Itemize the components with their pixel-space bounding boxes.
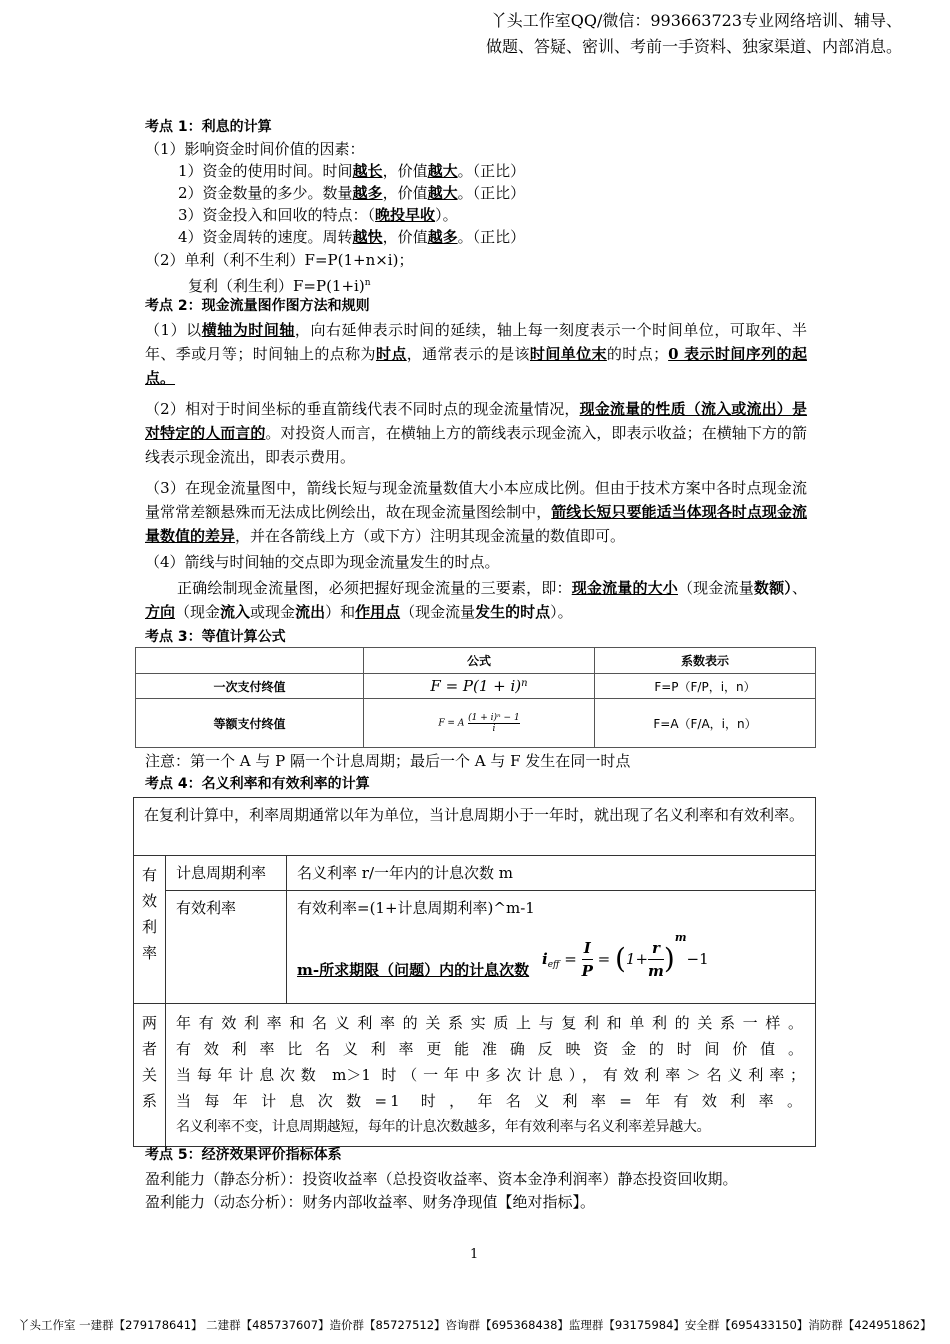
interest-rate-table (133, 797, 816, 1147)
k5-line-1: 盈利能力（静态分析）：投资收益率（总投资收益率、资本金净利润率）静态投资回收期。 (145, 1170, 738, 1188)
row-value (287, 891, 816, 1004)
k1-line-5: 4）资金周转的速度。周转越快，价值越多。（正比） (178, 228, 526, 246)
k2-para-3: （3）在现金流量图中，箭线长短与现金流量数值大小本应成比例。但由于技术方案中各时点现金流量常常差额悬殊而无法成比例绘出，故在现金流量图绘制中，箭线长短只要能适当体现各时点现金流量数值的差异，并在各箭线上方（或下方）注明其现金流量的数值即可。 (145, 479, 807, 545)
relation-line-4: 当每年计息次数=1 时，年名义利率=年有效利率。 (176, 1092, 805, 1110)
row-name: 一次支付终值 (136, 674, 364, 699)
table-row (134, 1004, 816, 1147)
header-coefficient: 系数表示 (595, 648, 816, 674)
k3-note: 注意：第一个 A 与 P 隔一个计息周期；最后一个 A 与 F 发生在同一时点 (145, 752, 631, 770)
k1-line-1: （1）影响资金时间价值的因素： (145, 140, 365, 158)
k2-para-5: 正确绘制现金流量图，必须把握好现金流量的三要素，即：现金流量的大小（现金流量数额）、方向（现金流入或现金流出）和作用点（现金流量发生的时点）。 (145, 579, 807, 621)
k1-line-3: 2）资金数量的多少。数量越多，价值越大。（正比） (178, 184, 526, 202)
k1-line-7: 复利（利生利）$F=P(1+i)^n$ (188, 277, 371, 295)
table-row (134, 856, 816, 891)
header-empty-cell (136, 648, 364, 674)
table-row (136, 674, 816, 699)
k1-line-6: （2）单利（利不生利）F=P(1+n×i)； (145, 251, 414, 269)
relation-line-1: 年有效利率和名义利率的关系实质上与复利和单利的关系一样。 (176, 1014, 805, 1032)
table-header-row (136, 648, 816, 674)
footer-groups: 丫头工作室 一建群【279178641】 二建群【485737607】造价群【85727512】咨询群【695368438】监理群【93175984】安全群【695433150】消防群【424951862】 (18, 1318, 932, 1332)
k1-line-4: 3）资金投入和回收的特点：（晚投早收）。 (178, 206, 458, 224)
effective-rate-definition: 有效利率=(1+计息周期利率)^m-1 (297, 899, 535, 917)
relation-line-3: 当每年计息次数 m＞1 时（一年中多次计息），有效利率＞名义利率； (176, 1066, 805, 1084)
relation-line-2: 有效利率比名义利率更能准确反映资金的时间价值。 (176, 1040, 805, 1058)
relation-line-5: 名义利率不变，计息周期越短，每年的计息次数越多，年有效利率与名义利率差异越大。 (176, 1119, 711, 1135)
row-coefficient: F=P（F/P，i，n） (595, 674, 816, 699)
k2-para-2: （2）相对于时间坐标的垂直箭线代表不同时点的现金流量情况，现金流量的性质（流入或流出）是对特定的人而言的。对投资人而言，在横轴上方的箭线表示现金流入，即表示收益；在横轴下方的箭线表示现金流出，即表示费用。 (145, 400, 807, 466)
effective-rate-formula: $i_{eff}$ = $\frac{I}{P}$ = (1+ $\frac{r}{m}$ )$^m$−1 (542, 931, 709, 980)
row-formula: $F = P(1 + i)^n$ (364, 674, 595, 699)
intro-cell: 在复利计算中，利率周期通常以年为单位，当计息周期小于一年时，就出现了名义利率和有效利率。 (134, 798, 816, 856)
row-label: 计息周期利率 (166, 856, 287, 891)
row-formula: F = A $\frac{\text{(1 + i)ⁿ − 1}}{i}$ (364, 699, 595, 748)
relation-cell (166, 1004, 816, 1147)
period-note: m-所求期限（问题）内的计息次数 (297, 961, 530, 979)
k2-para-1: （1）以横轴为时间轴，向右延伸表示时间的延续，轴上每一刻度表示一个时间单位，可取年、半年、季或月等；时间轴上的点称为时点，通常表示的是该时间单位末的时点；0 表示时间序列的起点。 (145, 321, 807, 387)
header-line-1: 丫头工作室QQ/微信：993663723专业网络培训、辅导、 (490, 11, 902, 30)
section-2-title: 考点 2：现金流量图作图方法和规则 (145, 298, 370, 314)
header-formula: 公式 (364, 648, 595, 674)
row-name: 等额支付终值 (136, 699, 364, 748)
page-number: 1 (470, 1247, 479, 1262)
table-row (134, 798, 816, 856)
table-row (136, 699, 816, 748)
k2-para-4: （4）箭线与时间轴的交点即为现金流量发生的时点。 (145, 553, 500, 571)
row-value: 名义利率 r/一年内的计息次数 m (287, 856, 816, 891)
section-3-title: 考点 3：等值计算公式 (145, 629, 286, 645)
table-row (134, 891, 816, 1004)
section-4-title: 考点 4：名义利率和有效利率的计算 (145, 776, 370, 792)
row-coefficient: F=A（F/A，i，n） (595, 699, 816, 748)
section-1-title: 考点 1：利息的计算 (145, 119, 272, 135)
header-line-2: 做题、答疑、密训、考前一手资料、独家渠道、内部消息。 (485, 37, 902, 56)
section-5-title: 考点 5：经济效果评价指标体系 (145, 1147, 342, 1163)
side-label-effective-rate: 有效利率 (134, 856, 166, 1004)
side-label-relation: 两者关系 (134, 1004, 166, 1147)
k5-line-2: 盈利能力（动态分析）：财务内部收益率、财务净现值【绝对指标】。 (145, 1193, 596, 1211)
row-label: 有效利率 (166, 891, 287, 1004)
k1-line-2: 1）资金的使用时间。时间越长，价值越大。（正比） (178, 162, 526, 180)
equivalence-formula-table (135, 647, 816, 748)
